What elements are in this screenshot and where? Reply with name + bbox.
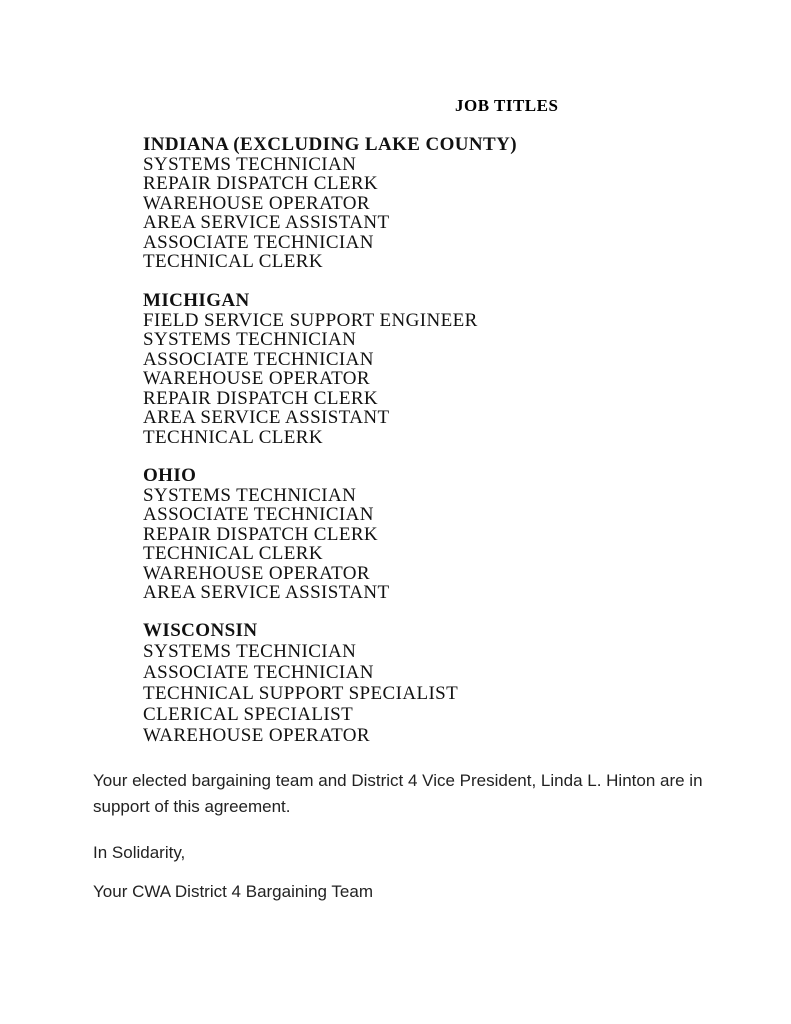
job-title: SYSTEMS TECHNICIAN <box>143 153 357 175</box>
job-title: TECHNICAL SUPPORT SPECIALIST <box>143 682 459 704</box>
state-section-ohio <box>143 466 389 603</box>
job-title: ASSOCIATE TECHNICIAN <box>143 504 374 525</box>
job-title: TECHNICAL CLERK <box>143 251 323 272</box>
job-title: TECHNICAL CLERK <box>143 543 323 564</box>
job-title: AREA SERVICE ASSISTANT <box>143 407 390 428</box>
job-titles-heading: JOB TITLES <box>455 96 559 115</box>
job-title: ASSOCIATE TECHNICIAN <box>143 231 374 253</box>
job-title: SYSTEMS TECHNICIAN <box>143 329 357 350</box>
job-title: ASSOCIATE TECHNICIAN <box>143 348 374 370</box>
job-title: ASSOCIATE TECHNICIAN <box>143 661 374 683</box>
job-title: WAREHOUSE OPERATOR <box>143 562 370 584</box>
job-title: REPAIR DISPATCH CLERK <box>143 523 379 545</box>
job-title: WAREHOUSE OPERATOR <box>143 724 370 746</box>
state-name: MICHIGAN <box>143 290 250 311</box>
job-title: REPAIR DISPATCH CLERK <box>143 173 379 194</box>
job-title: CLERICAL SPECIALIST <box>143 703 354 725</box>
job-title: TECHNICAL CLERK <box>143 426 323 448</box>
job-title: REPAIR DISPATCH CLERK <box>143 387 379 409</box>
state-section-michigan <box>143 291 478 447</box>
job-title: SYSTEMS TECHNICIAN <box>143 640 357 662</box>
signature-line: Your CWA District 4 Bargaining Team <box>93 882 373 901</box>
support-paragraph: Your elected bargaining team and District 4 Vice President, Linda L. Hinton are in support of this agreement. <box>93 771 703 816</box>
job-title: WAREHOUSE OPERATOR <box>143 192 370 214</box>
state-section-indiana <box>143 135 517 272</box>
state-name: OHIO <box>143 465 197 486</box>
state-name: WISCONSIN <box>143 620 258 641</box>
job-title: AREA SERVICE ASSISTANT <box>143 582 390 603</box>
state-section-wisconsin <box>143 621 458 746</box>
state-name: INDIANA (EXCLUDING LAKE COUNTY) <box>143 134 517 155</box>
job-title: AREA SERVICE ASSISTANT <box>143 212 390 233</box>
job-title: FIELD SERVICE SUPPORT ENGINEER <box>143 309 478 331</box>
job-title: SYSTEMS TECHNICIAN <box>143 484 357 506</box>
closing-line: In Solidarity, <box>93 843 186 862</box>
job-title: WAREHOUSE OPERATOR <box>143 368 370 389</box>
